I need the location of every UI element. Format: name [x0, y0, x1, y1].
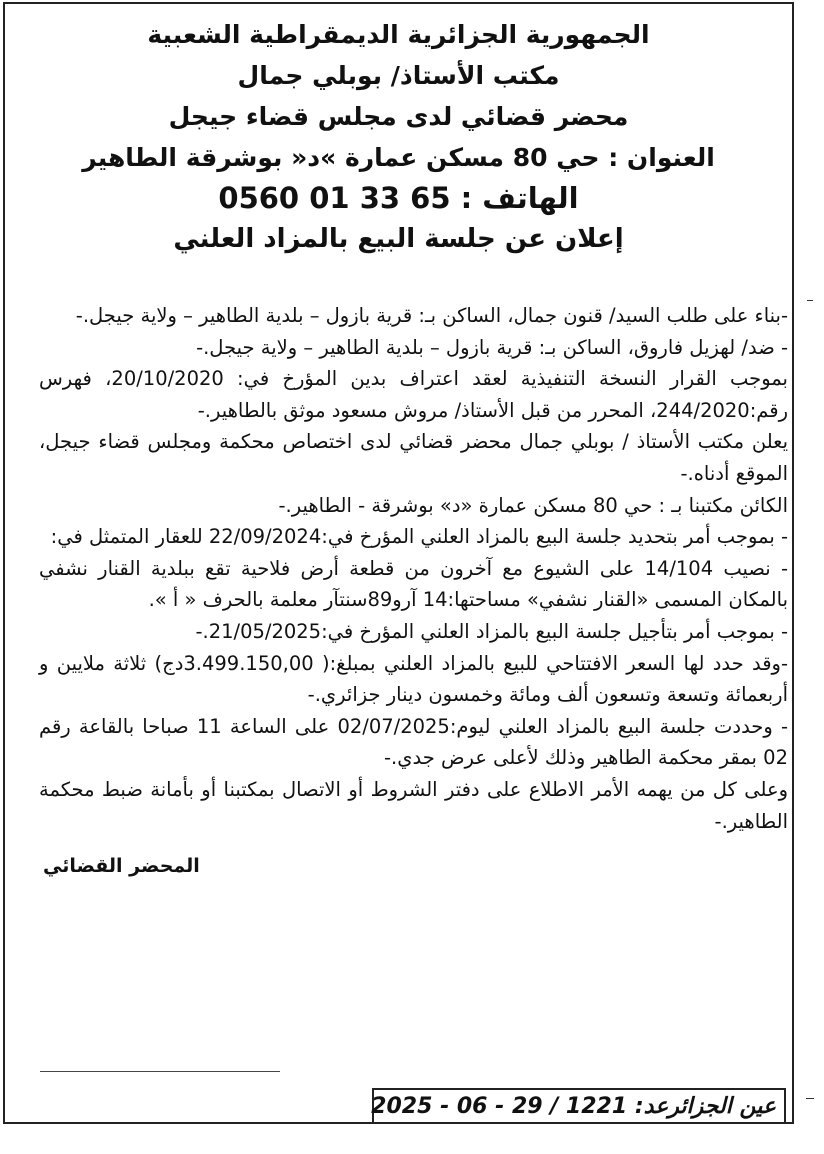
document-header: [5, 4, 792, 260]
paragraph-office-location: الكائن مكتبنا بـ : حي 80 مسكن عمارة «د» بوشرقة - الطاهير.-: [278, 493, 788, 517]
paragraph-office-announcement: يعلن مكتب الأستاذ / بوبلي جمال محضر قضائي لدى اختصاص محكمة ومجلس قضاء جيجل، الموقع أدناه.-: [39, 430, 788, 485]
republic-heading: الجمهورية الجزائرية الديمقراطية الشعبية: [147, 20, 650, 49]
paragraph-decision: بموجب القرار النسخة التنفيذية لعقد اعتراف بدين المؤرخ في: 20/10/2020، فهرس رقم:244/2020، المحرر من قبل الأستاذ/ مروش مسعود موثق بالطاهير.-: [39, 367, 788, 422]
paragraph-requester: -بناء على طلب السيد/ قنون جمال، الساكن بـ: قرية بازول – بلدية الطاهير – ولاية جيجل.-: [75, 304, 788, 327]
bailiff-signature-label: المحضر القضائي: [43, 855, 200, 878]
paragraph-sale-session: - وحددت جلسة البيع بالمزاد العلني ليوم:02/07/2025 على الساعة 11 صباحا بالقاعة رقم 02 بمقر محكمة الطاهير وذلك لأعلى عرض جدي.-: [39, 714, 788, 770]
notice-title: إعلان عن جلسة البيع بالمزاد العلني: [173, 224, 624, 254]
paragraph-sale-order: - بموجب أمر بتحديد جلسة البيع بالمزاد العلني المؤرخ في:22/09/2024 للعقار المتمثل في:: [50, 525, 788, 549]
office-phone: الهاتف : 65 33 01 0560: [218, 181, 579, 215]
margin-mark: [806, 1098, 814, 1099]
paragraph-contact: وعلى كل من يهمه الأمر الاطلاع على دفتر الشروط أو الاتصال بمكتبنا أو بأمانة ضبط محكمة الطاهير.-: [39, 777, 788, 833]
signature-line: [40, 1071, 280, 1072]
announcement-sheet: [3, 2, 794, 1124]
publication-reference: عين الجزائرعد: 1221 / 29 - 06 - 2025: [372, 1088, 786, 1122]
document-body: [39, 300, 788, 883]
office-heading: مكتب الأستاذ/ بوبلي جمال: [237, 61, 560, 90]
paragraph-property: - نصيب 14/104 على الشيوع مع آخرون من قطعة أرض فلاحية تقع ببلدية القنار نشفي بالمكان المسمى «القنار نشفي» مساحتها:14 آرو89سنتآر معلمة بالحرف « أ ».: [39, 556, 788, 612]
margin-mark: [807, 300, 813, 301]
bailiff-title: محضر قضائي لدى مجلس قضاء جيجل: [168, 102, 629, 131]
paragraph-opening-price: -وقد حدد لها السعر الافتتاحي للبيع بالمزاد العلني بمبلغ:( 3.499.150,00دج) ثلاثة ملايين و أربعمائة وتسعة وتسعون ألف ومائة وخمسون دينار جزائري.-: [39, 651, 788, 707]
office-address: العنوان : حي 80 مسكن عمارة »د« بوشرقة الطاهير: [82, 143, 715, 172]
paragraph-against: - ضد/ لهزيل فاروق، الساكن بـ: قرية بازول – بلدية الطاهير – ولاية جيجل.-: [196, 335, 788, 359]
paragraph-postponement: - بموجب أمر بتأجيل جلسة البيع بالمزاد العلني المؤرخ في:21/05/2025.-: [195, 619, 788, 643]
